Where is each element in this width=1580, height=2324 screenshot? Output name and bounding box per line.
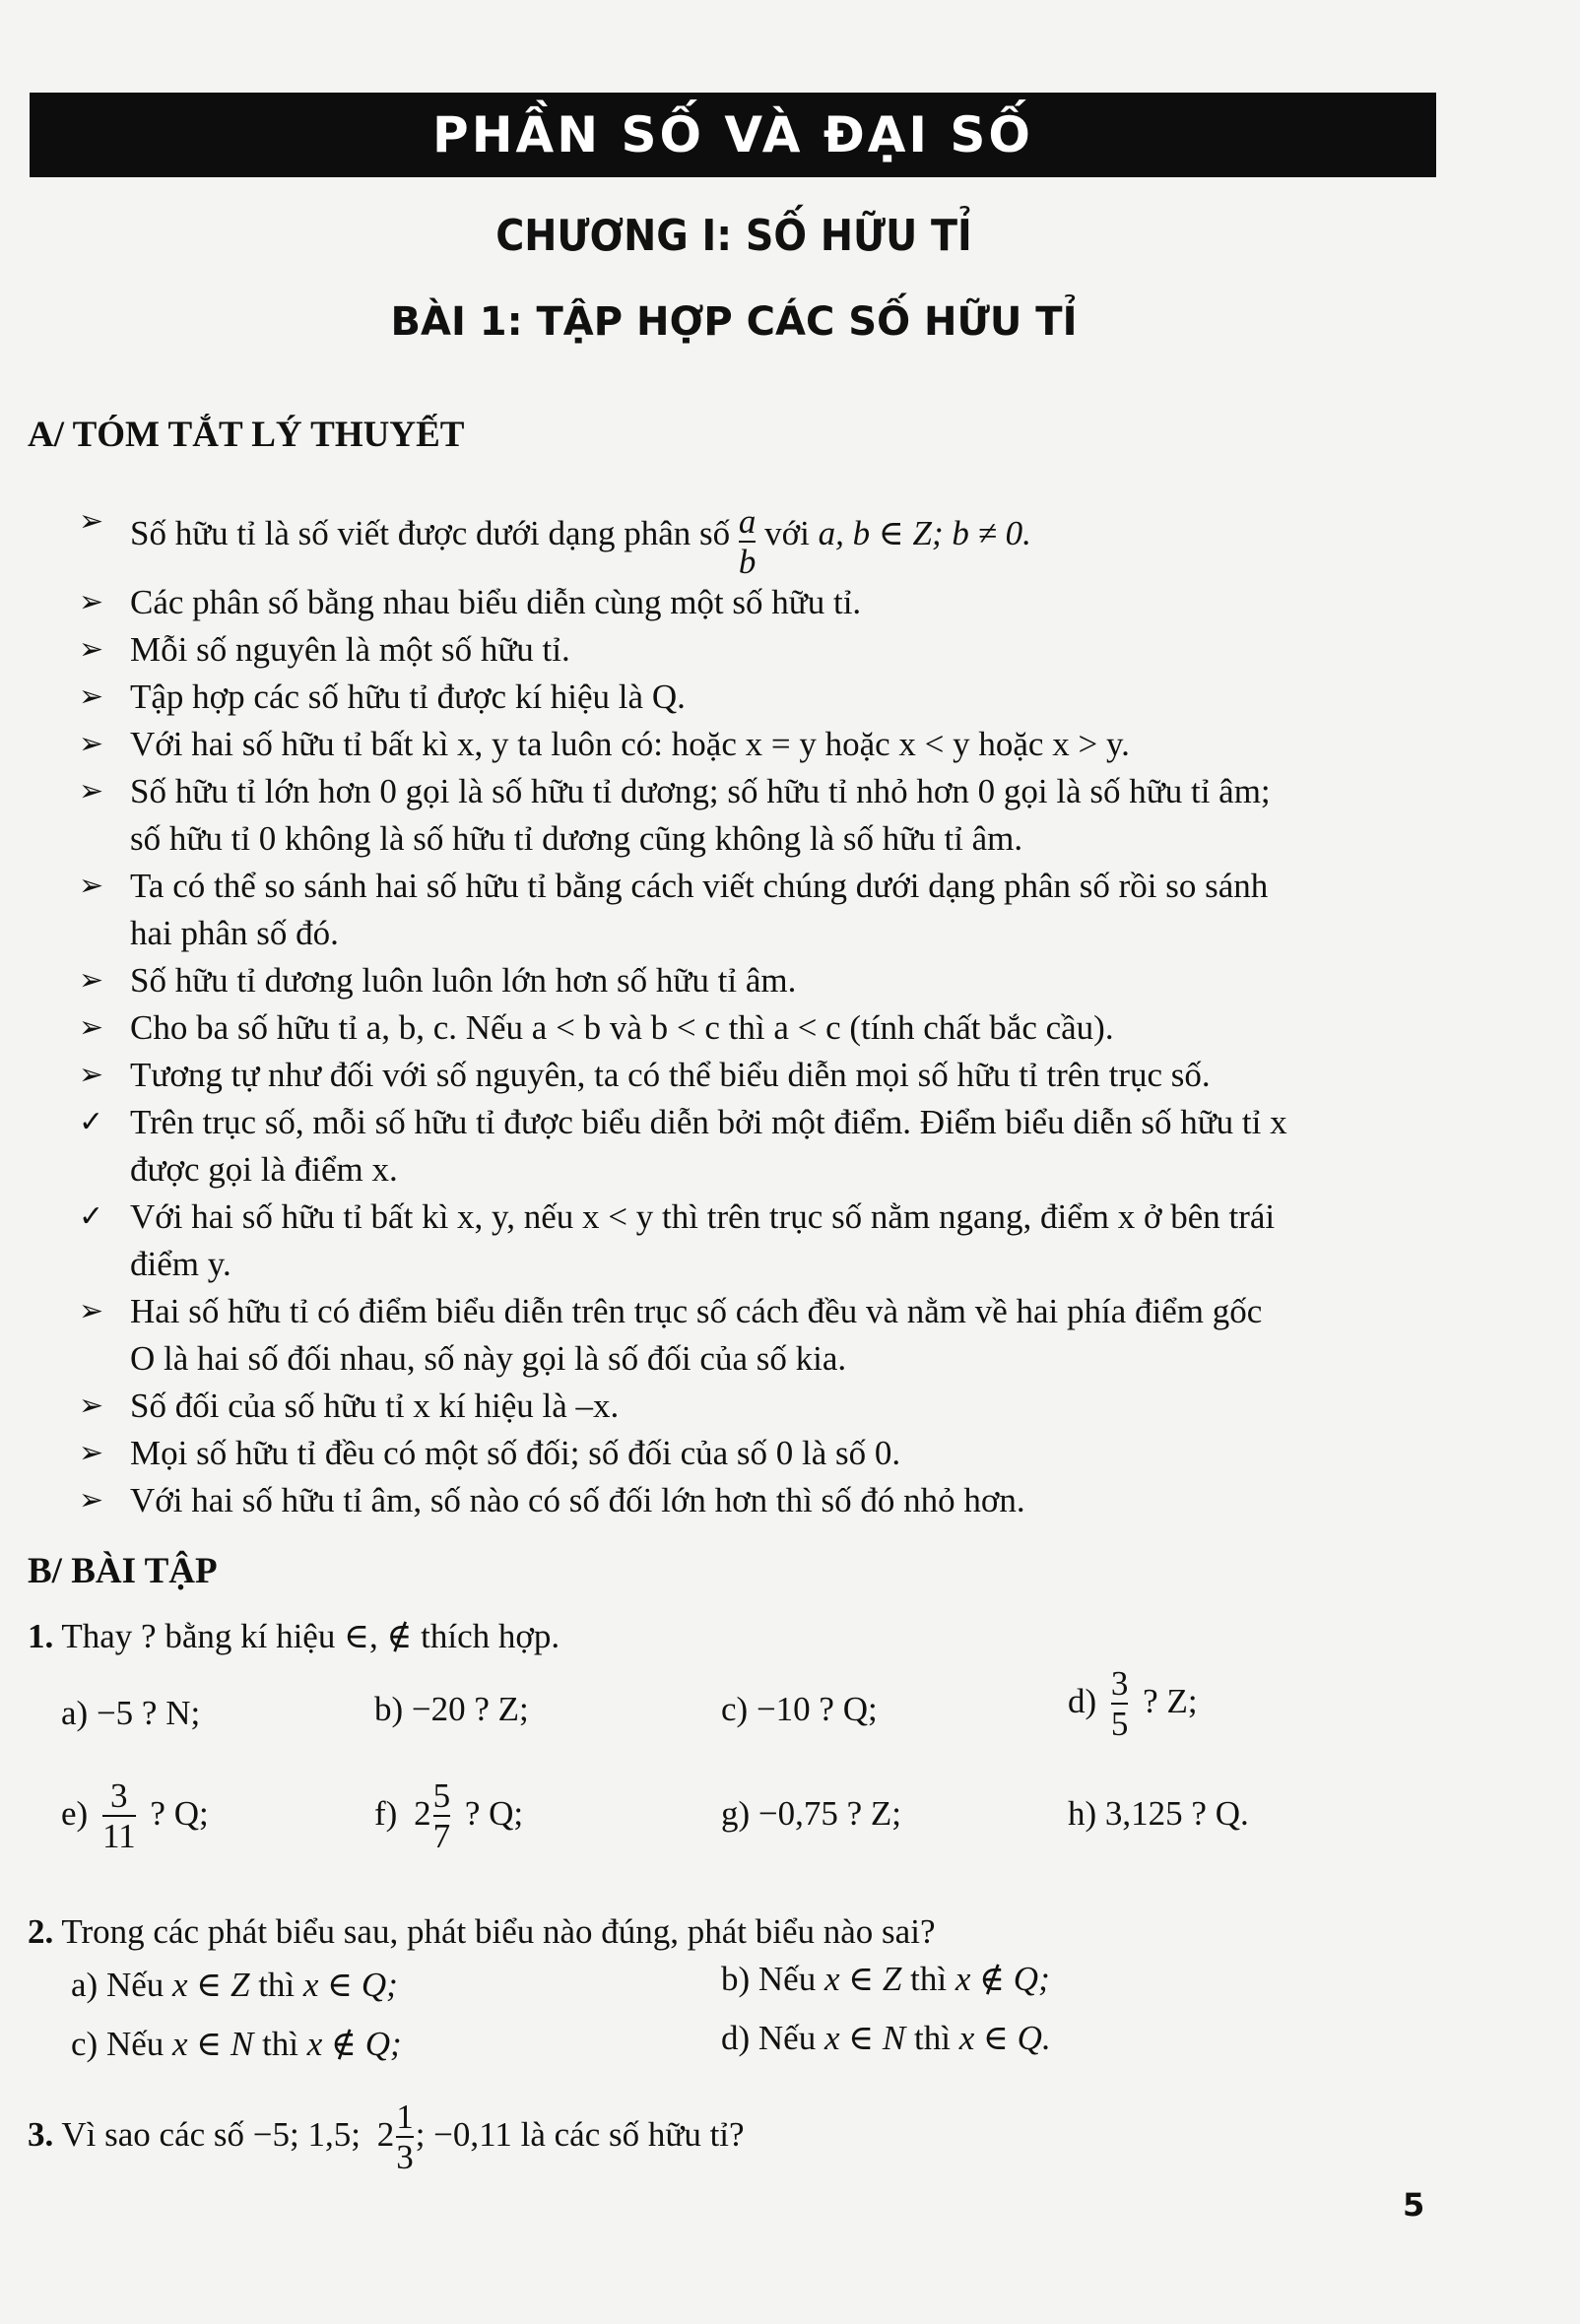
theory-item: ➢ Với hai số hữu tỉ âm, số nào có số đối lớn hơn thì số đó nhỏ hơn.: [79, 1477, 1458, 1524]
arrow-bullet-icon: ➢: [79, 679, 104, 714]
arrow-bullet-icon: ➢: [79, 774, 104, 808]
theory-item-continuation: được gọi là điểm x.: [130, 1150, 398, 1189]
question-3: 3. Vì sao các số −5; 1,5; 2 $\frac{1}{3}$ ; −0,11 là các số hữu tỉ?: [28, 2098, 745, 2176]
theory-item: ➢ Mỗi số nguyên là một số hữu tỉ.: [79, 626, 1458, 674]
theory-item: ➢ Tương tự như đối với số nguyên, ta có thể biểu diễn mọi số hữu tỉ trên trục số.: [79, 1052, 1458, 1099]
q2-option-b: b) Nếu x ∈ Z thì x ∉ Q;: [721, 1960, 1050, 1998]
theory-item: ➢ Số hữu tỉ lớn hơn 0 gọi là số hữu tỉ dương; số hữu tỉ nhỏ hơn 0 gọi là số hữu tỉ âm;: [79, 768, 1458, 815]
arrow-bullet-icon: ➢: [79, 632, 104, 667]
theory-item: ✓ Với hai số hữu tỉ bất kì x, y, nếu x < y thì trên trục số nằm ngang, điểm x ở bên trái: [79, 1194, 1458, 1241]
section-a-heading: A/ TÓM TẮT LÝ THUYẾT: [28, 415, 465, 455]
lesson-title: BÀI 1: TẬP HỢP CÁC SỐ HỮU TỈ: [390, 299, 1078, 345]
arrow-bullet-icon: ➢: [79, 1010, 104, 1045]
q1-option-c: c) −10 ? Q;: [721, 1690, 878, 1728]
q1-option-d: d) $\frac{3}{5}$ ? Z;: [1068, 1664, 1198, 1743]
theory-item: ➢ Số hữu tỉ dương luôn luôn lớn hơn số hữu tỉ âm.: [79, 957, 1458, 1004]
theory-item: ➢ Hai số hữu tỉ có điểm biểu diễn trên trục số cách đều và nằm về hai phía điểm gốc: [79, 1288, 1458, 1335]
theory-item: ✓ Trên trục số, mỗi số hữu tỉ được biểu diễn bởi một điểm. Điểm biểu diễn số hữu tỉ x: [79, 1099, 1458, 1146]
q1-option-f: f) 2 $\frac{5}{7}$ ? Q;: [374, 1776, 524, 1855]
check-bullet-icon: ✓: [79, 1199, 104, 1234]
q1-option-b: b) −20 ? Z;: [374, 1690, 529, 1728]
theory-item: ➢ Với hai số hữu tỉ bất kì x, y ta luôn có: hoặc x = y hoặc x < y hoặc x > y.: [79, 721, 1458, 768]
fraction-a-over-b: $\frac{a}{b}$: [738, 502, 757, 581]
arrow-bullet-icon: ➢: [79, 585, 104, 619]
arrow-bullet-icon: ➢: [79, 1436, 104, 1470]
q1-option-e: e) $\frac{3}{11}$ ? Q;: [61, 1776, 209, 1855]
q1-option-h: h) 3,125 ? Q.: [1068, 1794, 1249, 1833]
theory-item-continuation: điểm y.: [130, 1245, 231, 1283]
arrow-bullet-icon: ➢: [79, 1058, 104, 1092]
arrow-bullet-icon: ➢: [79, 504, 104, 539]
theory-item-continuation: hai phân số đó.: [130, 914, 339, 952]
theory-item: ➢ Tập hợp các số hữu tỉ được kí hiệu là Q.: [79, 674, 1458, 721]
q2-option-a: a) Nếu x ∈ Z thì x ∈ Q;: [71, 1966, 398, 2004]
question-1: 1. Thay ? bằng kí hiệu ∈, ∉ thích hợp.: [28, 1617, 560, 1655]
arrow-bullet-icon: ➢: [79, 1483, 104, 1517]
theory-item: ➢ Số hữu tỉ là số viết được dưới dạng phân số $\frac{a}{b}$ với a, b ∈ Z; b ≠ 0.: [79, 498, 1458, 575]
theory-item: ➢ Số đối của số hữu tỉ x kí hiệu là –x.: [79, 1383, 1458, 1430]
part-banner: PHẦN SỐ VÀ ĐẠI SỐ: [30, 93, 1436, 177]
check-bullet-icon: ✓: [79, 1105, 104, 1139]
arrow-bullet-icon: ➢: [79, 727, 104, 761]
section-b-heading: B/ BÀI TẬP: [28, 1551, 218, 1591]
theory-item: ➢ Cho ba số hữu tỉ a, b, c. Nếu a < b và b < c thì a < c (tính chất bắc cầu).: [79, 1004, 1458, 1052]
arrow-bullet-icon: ➢: [79, 1294, 104, 1328]
page-number: 5: [1403, 2186, 1425, 2224]
chapter-title: CHƯƠNG I: SỐ HỮU TỈ: [495, 211, 972, 261]
theory-item: ➢ Ta có thể so sánh hai số hữu tỉ bằng cách viết chúng dưới dạng phân số rồi so sánh: [79, 863, 1458, 910]
arrow-bullet-icon: ➢: [79, 1388, 104, 1423]
arrow-bullet-icon: ➢: [79, 869, 104, 903]
q1-option-g: g) −0,75 ? Z;: [721, 1794, 902, 1833]
theory-item: ➢ Các phân số bằng nhau biểu diễn cùng một số hữu tỉ.: [79, 579, 1458, 626]
q1-option-a: a) −5 ? N;: [61, 1694, 201, 1732]
arrow-bullet-icon: ➢: [79, 963, 104, 998]
q2-option-d: d) Nếu x ∈ N thì x ∈ Q.: [721, 2019, 1051, 2057]
question-2: 2. Trong các phát biểu sau, phát biểu nào đúng, phát biểu nào sai?: [28, 1912, 936, 1951]
q2-option-c: c) Nếu x ∈ N thì x ∉ Q;: [71, 2025, 402, 2063]
theory-item: ➢ Mọi số hữu tỉ đều có một số đối; số đối của số 0 là số 0.: [79, 1430, 1458, 1477]
theory-item-continuation: số hữu tỉ 0 không là số hữu tỉ dương cũng không là số hữu tỉ âm.: [130, 819, 1023, 858]
theory-item-continuation: O là hai số đối nhau, số này gọi là số đối của số kia.: [130, 1339, 847, 1378]
